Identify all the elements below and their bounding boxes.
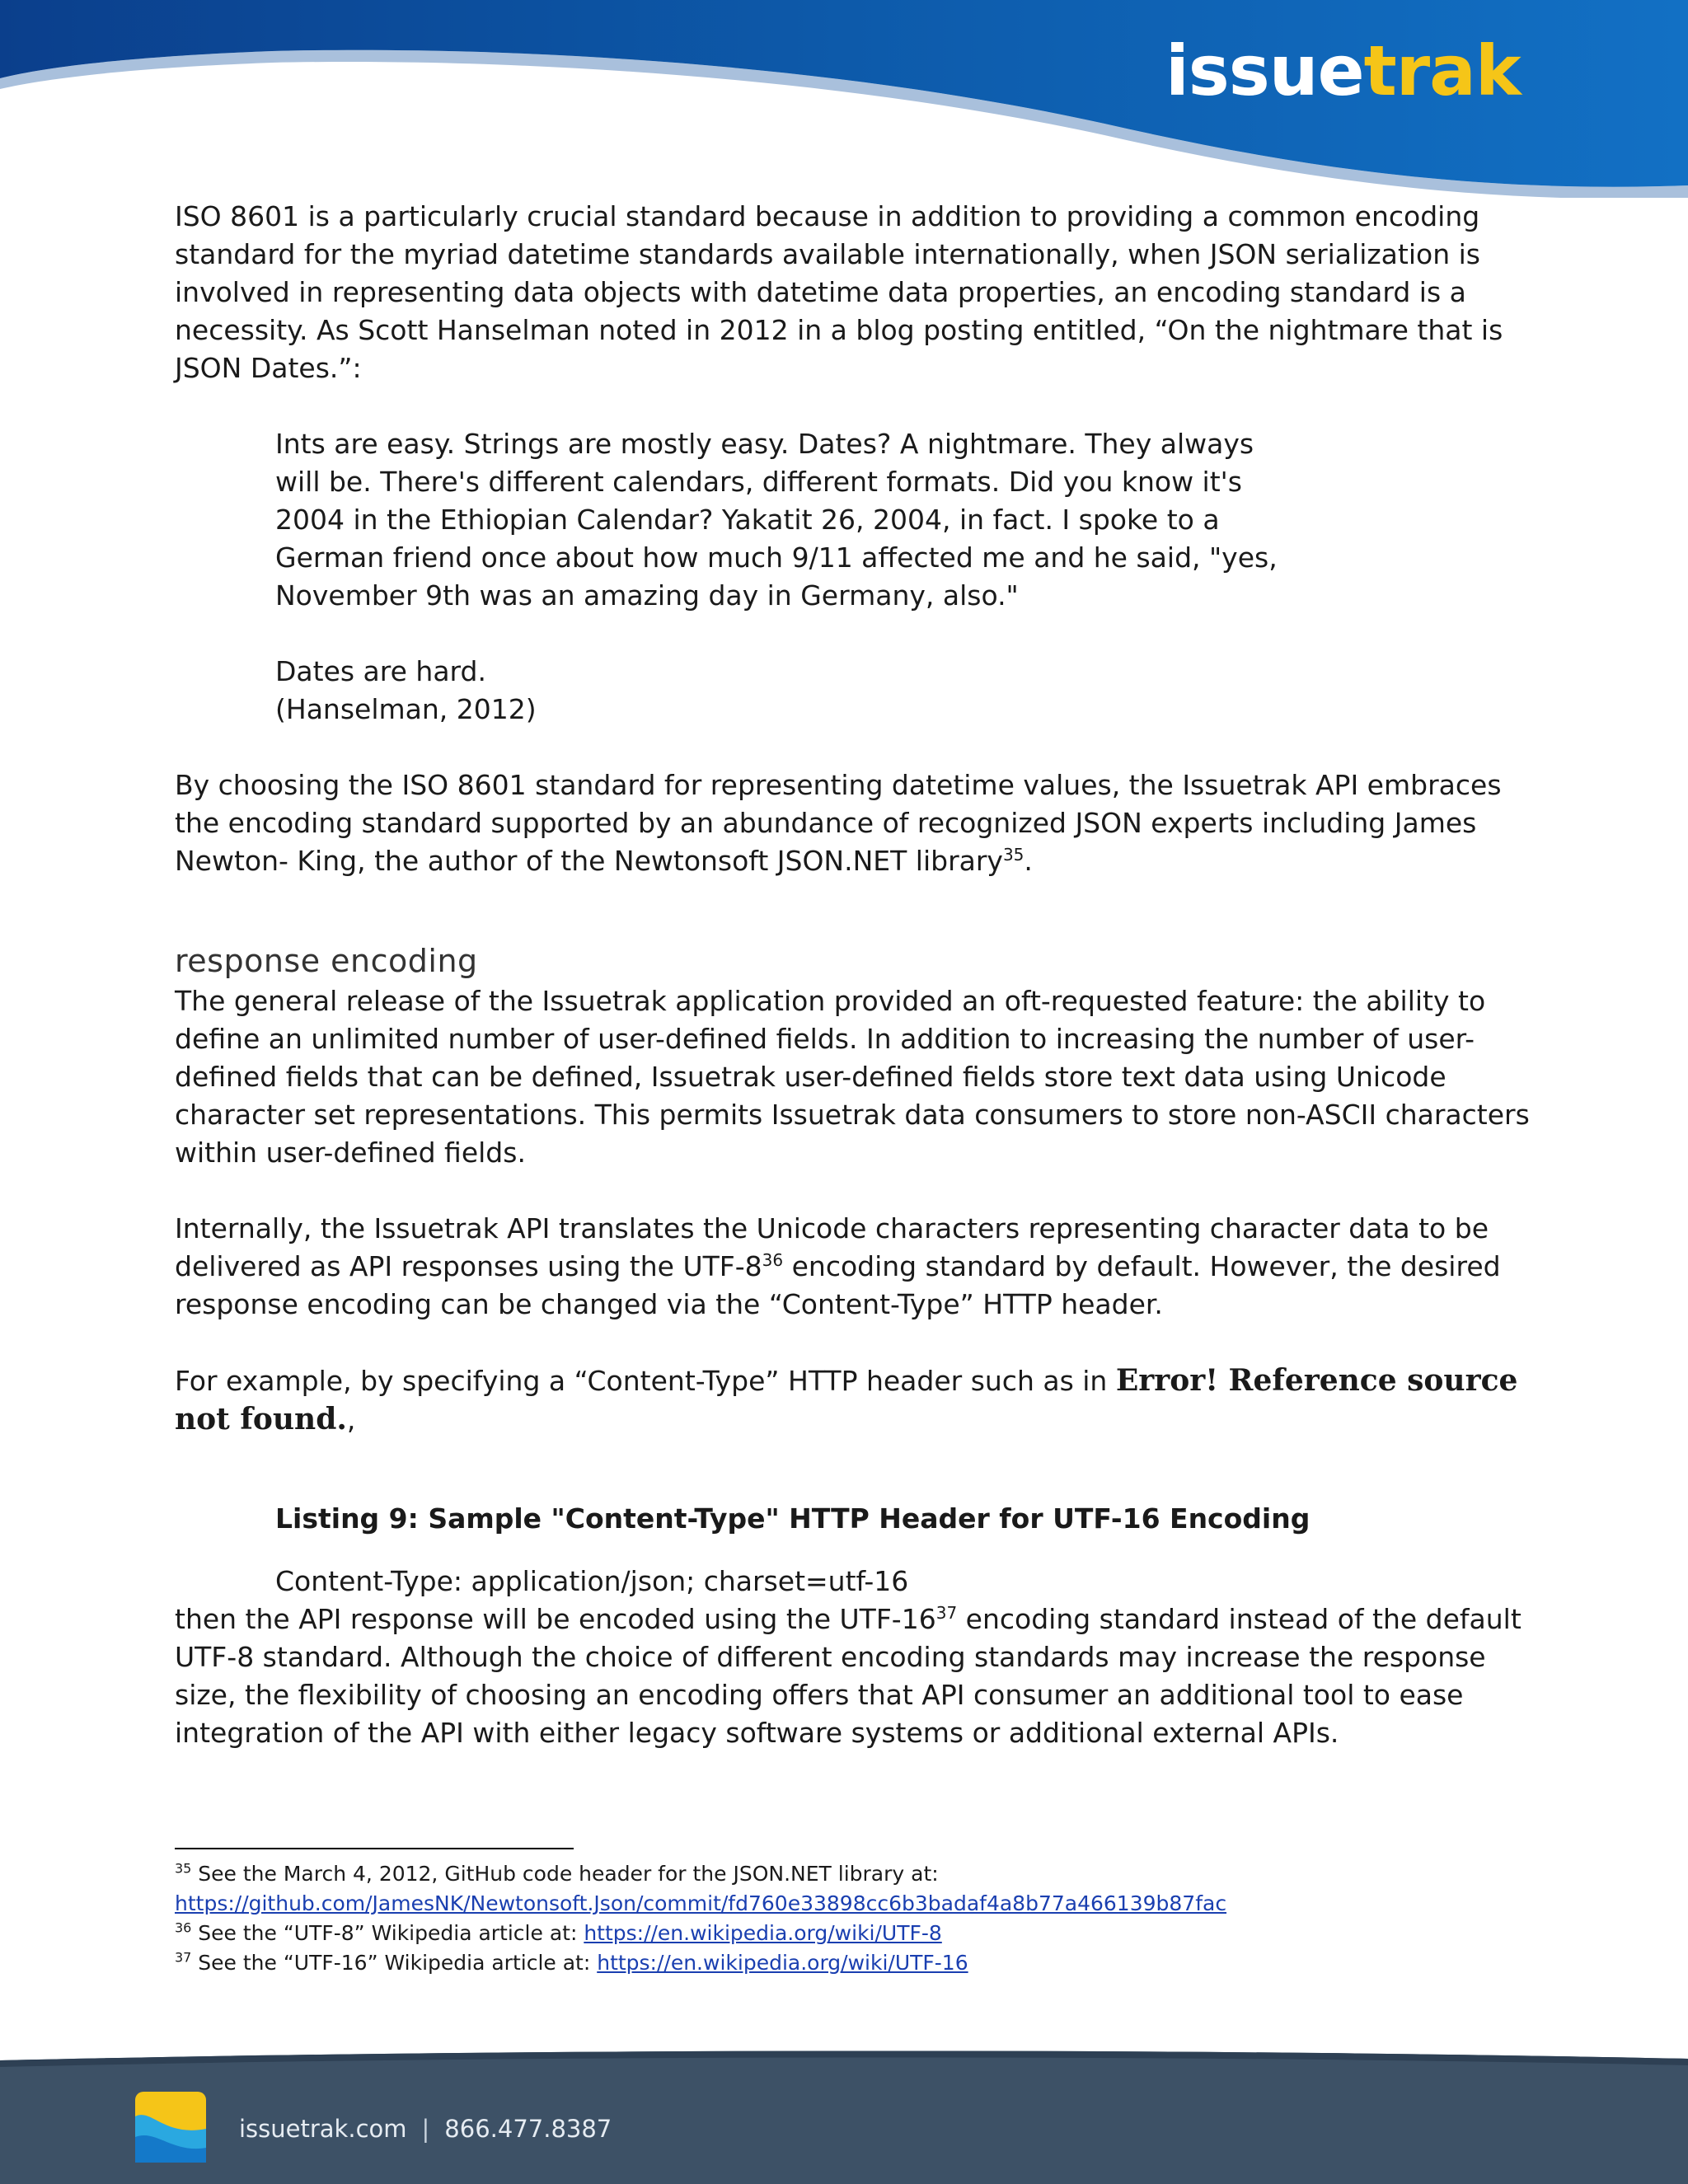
footnote-37: $^{37}$ See the “UTF-16” Wikipedia article at: https://en.wikipedia.org/wiki/UTF-16 <box>175 1949 968 1975</box>
then-paragraph: then the API response will be encoded using the UTF-$16^{37}$ encoding standard instead of the default UTF-8 standard. Although the choice of different encoding standards may increase the response size, the flexibility of choosing an encoding offers that API consumer an additional tool to ease integration of the API with either legacy software systems or additional external APIs. <box>175 1603 1522 1749</box>
footnote-ref-35[interactable]: 35 <box>1002 845 1025 865</box>
footnote-ref-36[interactable]: 36 <box>762 1250 784 1270</box>
footnotes <box>175 1859 1543 1978</box>
issuetrak-mark-icon <box>135 2092 206 2163</box>
section-heading-response-encoding: response encoding <box>175 943 478 979</box>
footnote-ref-37[interactable]: 37 <box>935 1603 958 1623</box>
quote-text: Ints are easy. Strings are mostly easy. Dates? A nightmare. They always will be. There's different calendars, different formats. Did you know it's 2004 in the Ethiopian Calendar? Yakatit 26, 2004, in fact. I spoke to a German friend once about how much 9/11 affected me and he said, "yes, November 9th was an amazing day in Germany, also." <box>275 428 1278 612</box>
error-reference: Error! Reference source not found. <box>175 1363 1518 1436</box>
document-body <box>175 198 1543 1752</box>
listing-caption: Listing 9: Sample "Content-Type" HTTP Header for UTF-16 Encoding <box>275 1502 1311 1535</box>
choosing-paragraph: By choosing the ISO 8601 standard for representing datetime values, the Issuetrak API embraces the encoding standard supported by an abundance of recognized JSON experts including James Newton- King, the author of the Newtonsoft JSON.NET library$^{35}$. <box>175 769 1502 877</box>
footnote-36-link[interactable]: https://en.wikipedia.org/wiki/UTF-8 <box>584 1921 942 1945</box>
internally-paragraph: Internally, the Issuetrak API translates the Unicode characters representing character data to be delivered as API responses using the UTF-$8^{36}$ encoding standard by default. However, the desired response encoding can be changed via the “Content-Type” HTTP header. <box>175 1212 1501 1320</box>
issuetrak-logo: issuetrak <box>1165 30 1521 111</box>
footer-phone[interactable]: 866.477.8387 <box>444 2115 612 2143</box>
footnote-35: $^{35}$ See the March 4, 2012, GitHub code header for the JSON.NET library at: <box>175 1860 939 1886</box>
intro-paragraph: ISO 8601 is a particularly crucial standard because in addition to providing a common encoding standard for the myriad datetime standards available internationally, when JSON serialization is involved in representing data objects with datetime data properties, an encoding standard is a necessity. As Scott Hanselman noted in 2012 in a blog posting entitled, “On the nightmare that is JSON Dates.”: <box>175 200 1503 384</box>
footer-contact: issuetrak.com | 866.477.8387 <box>239 2115 612 2143</box>
example-paragraph: For example, by specifying a “Content-Type” HTTP header such as in Error! Reference source not found., <box>175 1363 1518 1436</box>
quote-line: Dates are hard. <box>275 655 486 687</box>
footnote-35-link[interactable]: https://github.com/JamesNK/Newtonsoft.Json/commit/fd760e33898cc6b3badaf4a8b77a466139b87fac <box>175 1891 1227 1915</box>
quote-citation: (Hanselman, 2012) <box>275 693 537 725</box>
footnote-divider <box>175 1848 574 1849</box>
hanselman-quote <box>175 425 1543 729</box>
footer-website[interactable]: issuetrak.com <box>239 2115 407 2143</box>
listing-code: Content-Type: application/json; charset=utf-16 <box>275 1565 909 1597</box>
release-paragraph: The general release of the Issuetrak application provided an oft-requested feature: the ability to define an unlimited number of user-defined fields. In addition to increasing the number of user-defined fields that can be defined, Issuetrak user-defined fields store text data using Unicode character set representations. This permits Issuetrak data consumers to store non-ASCII characters within user-defined fields. <box>175 985 1530 1169</box>
footnote-37-link[interactable]: https://en.wikipedia.org/wiki/UTF-16 <box>597 1951 968 1975</box>
footnote-36: $^{36}$ See the “UTF-8” Wikipedia article at: https://en.wikipedia.org/wiki/UTF-8 <box>175 1919 942 1945</box>
